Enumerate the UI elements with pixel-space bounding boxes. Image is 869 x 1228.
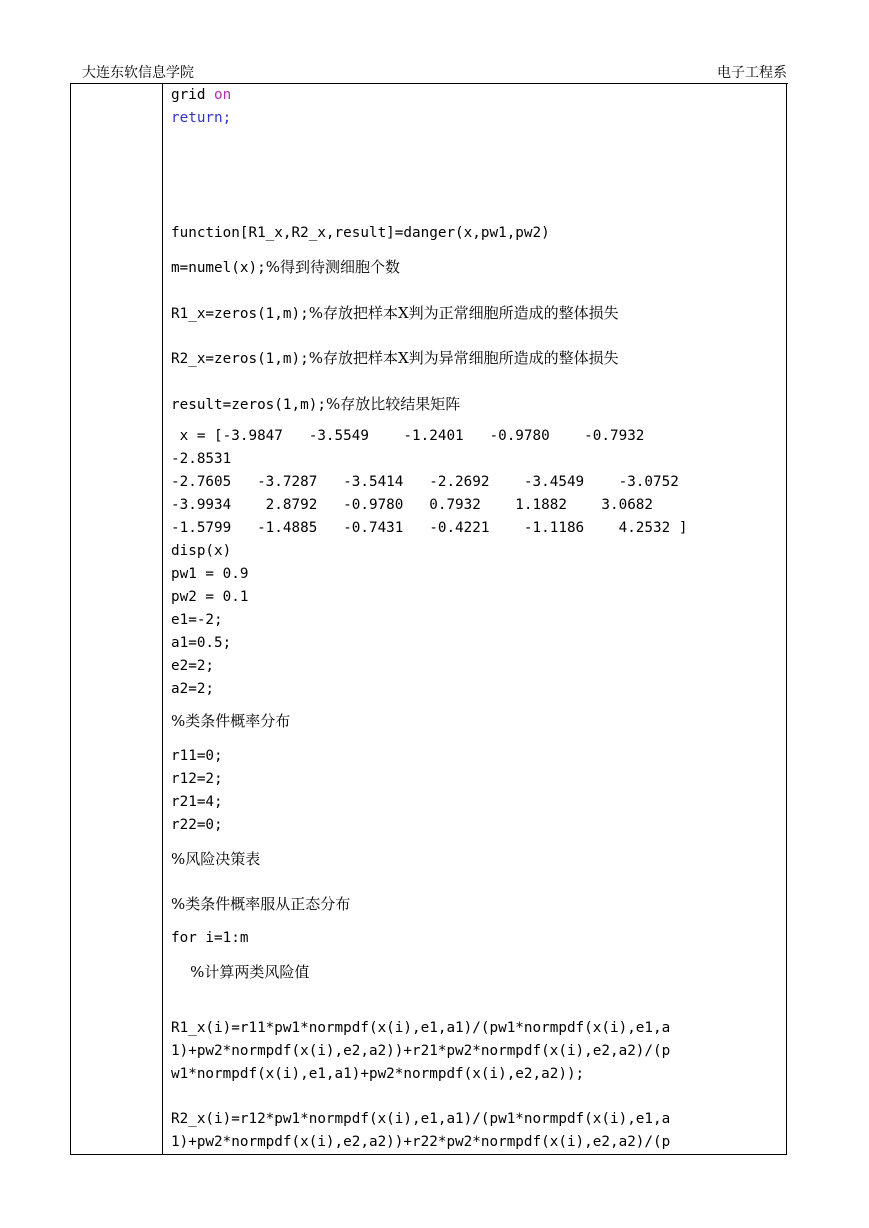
header-department: 电子工程系 bbox=[717, 65, 787, 81]
code-line-function: function[R1_x,R2_x,result]=danger(x,pw1,pw2) bbox=[171, 225, 550, 241]
code-line-r1 bbox=[171, 302, 619, 326]
code-line-e1: e1=-2; bbox=[171, 612, 223, 628]
code-x-line-4: -3.9934 2.8792 -0.9780 0.7932 1.1882 3.0682 bbox=[171, 497, 654, 513]
comment-r2: %存放把样本X判为异常细胞所造成的整体损失 bbox=[308, 349, 619, 367]
code-line-return: return; bbox=[171, 110, 232, 126]
code-line-grid bbox=[171, 84, 231, 107]
code-line-m bbox=[171, 256, 400, 280]
code-r1: R1_x=zeros(1,m); bbox=[171, 306, 309, 322]
code-line-r2 bbox=[171, 347, 619, 371]
code-result: result=zeros(1,m); bbox=[171, 397, 326, 413]
code-line-a2: a2=2; bbox=[171, 681, 215, 697]
code-line-pw2: pw2 = 0.1 bbox=[171, 589, 249, 605]
code-line-disp: disp(x) bbox=[171, 543, 232, 559]
column-divider bbox=[162, 84, 163, 1155]
code-line-r21: r21=4; bbox=[171, 794, 223, 810]
comment-r1: %存放把样本X判为正常细胞所造成的整体损失 bbox=[308, 304, 619, 322]
code-r2x-line-1: R2_x(i)=r12*pw1*normpdf(x(i),e1,a1)/(pw1*normpdf(x(i),e1,a bbox=[171, 1111, 671, 1127]
code-on-keyword: on bbox=[214, 87, 232, 103]
comment-class-distribution: %类条件概率分布 bbox=[171, 712, 291, 730]
code-line-r11: r11=0; bbox=[171, 748, 223, 764]
code-r1x-line-2: 1)+pw2*normpdf(x(i),e2,a2))+r21*pw2*normpdf(x(i),e2,a2)/(p bbox=[171, 1043, 671, 1059]
code-r2: R2_x=zeros(1,m); bbox=[171, 351, 309, 367]
code-line-for: for i=1:m bbox=[171, 930, 249, 946]
comment-result: %存放比较结果矩阵 bbox=[325, 395, 461, 413]
comment-m: %得到待测细胞个数 bbox=[265, 258, 400, 276]
code-line-pw1: pw1 = 0.9 bbox=[171, 566, 249, 582]
code-line-result bbox=[171, 393, 460, 417]
code-grid-word: grid bbox=[171, 87, 206, 103]
code-x-line-1: x = [-3.9847 -3.5549 -1.2401 -0.9780 -0.7932 bbox=[171, 428, 645, 444]
code-x-line-5: -1.5799 -1.4885 -0.7431 -0.4221 -1.1186 4.2532 ] bbox=[171, 520, 688, 536]
comment-risk-table: %风险决策表 bbox=[171, 850, 261, 868]
code-line-e2: e2=2; bbox=[171, 658, 215, 674]
comment-normal-distribution: %类条件概率服从正态分布 bbox=[171, 895, 351, 913]
code-line-r22: r22=0; bbox=[171, 817, 223, 833]
code-x-line-2: -2.8531 bbox=[171, 451, 232, 467]
comment-calc-risk: %计算两类风险值 bbox=[171, 963, 310, 981]
code-r2x-line-2: 1)+pw2*normpdf(x(i),e2,a2))+r22*pw2*normpdf(x(i),e2,a2)/(p bbox=[171, 1134, 671, 1150]
header-school: 大连东软信息学院 bbox=[82, 65, 194, 81]
code-line-r12: r12=2; bbox=[171, 771, 223, 787]
code-m: m=numel(x); bbox=[171, 260, 266, 276]
code-r1x-line-1: R1_x(i)=r11*pw1*normpdf(x(i),e1,a1)/(pw1*normpdf(x(i),e1,a bbox=[171, 1020, 671, 1036]
code-x-line-3: -2.7605 -3.7287 -3.5414 -2.2692 -3.4549 -3.0752 bbox=[171, 474, 679, 490]
code-r1x-line-3: w1*normpdf(x(i),e1,a1)+pw2*normpdf(x(i),e2,a2)); bbox=[171, 1066, 585, 1082]
code-line-a1: a1=0.5; bbox=[171, 635, 232, 651]
